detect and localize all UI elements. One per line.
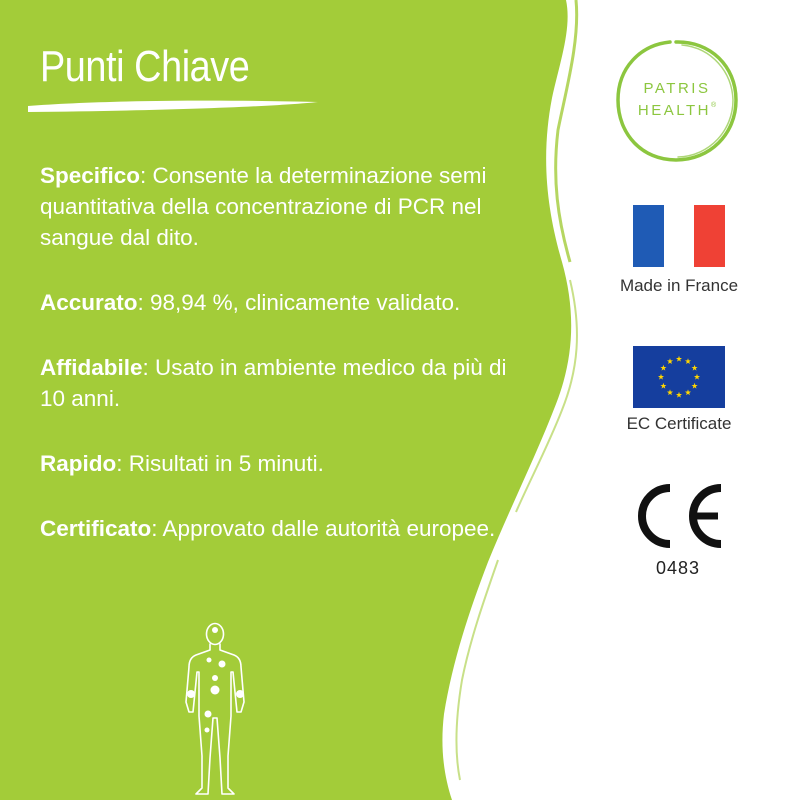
brand-line-1: PATRIS: [643, 80, 711, 97]
key-point-text: : Consente la determinazione semi quantitativa della concentrazione di PCR nel sangue dal dito.: [40, 163, 487, 250]
key-point-label: Certificato: [40, 516, 152, 541]
human-body-icon: [180, 618, 250, 796]
key-points-list: [40, 160, 530, 578]
key-point-label: Rapido: [40, 451, 117, 476]
key-point-text: : 98,94 %, clinicamente validato.: [137, 290, 461, 315]
page-title: Punti Chiave: [40, 42, 250, 91]
brush-circle-icon: [612, 36, 742, 166]
key-point-text: : Risultati in 5 minuti.: [116, 451, 324, 476]
ce-letter-c: [642, 488, 670, 544]
ce-mark-icon: [628, 482, 728, 550]
patris-health-logo: [612, 36, 742, 166]
eu-flag-field: [633, 346, 725, 408]
key-point-specifico: [40, 160, 530, 253]
key-point-accurato: [40, 287, 530, 318]
key-point-affidabile: [40, 352, 530, 414]
france-flag-icon: [633, 205, 725, 267]
key-point-rapido: [40, 448, 530, 479]
brand-line-2: [612, 102, 742, 119]
key-point-text: : Approvato dalle autorità europee.: [151, 516, 496, 541]
key-point-label: Affidabile: [40, 355, 143, 380]
ce-notified-body-number: 0483: [655, 558, 701, 578]
made-in-france-label: Made in France: [619, 276, 739, 295]
flag-red-band: [694, 205, 725, 267]
key-point-label: Specifico: [40, 163, 141, 188]
flag-blue-band: [633, 205, 664, 267]
ec-certificate-label: EC Certificate: [626, 414, 732, 433]
key-point-certificato: [40, 513, 530, 544]
key-point-label: Accurato: [40, 290, 138, 315]
flag-white-band: [664, 205, 695, 267]
eu-flag-icon: [633, 346, 725, 408]
brand-name-2: HEALTH: [637, 102, 711, 119]
registered-mark: ®: [710, 102, 717, 109]
key-point-text: : Usato in ambiente medico da più di 10 anni.: [40, 355, 507, 411]
